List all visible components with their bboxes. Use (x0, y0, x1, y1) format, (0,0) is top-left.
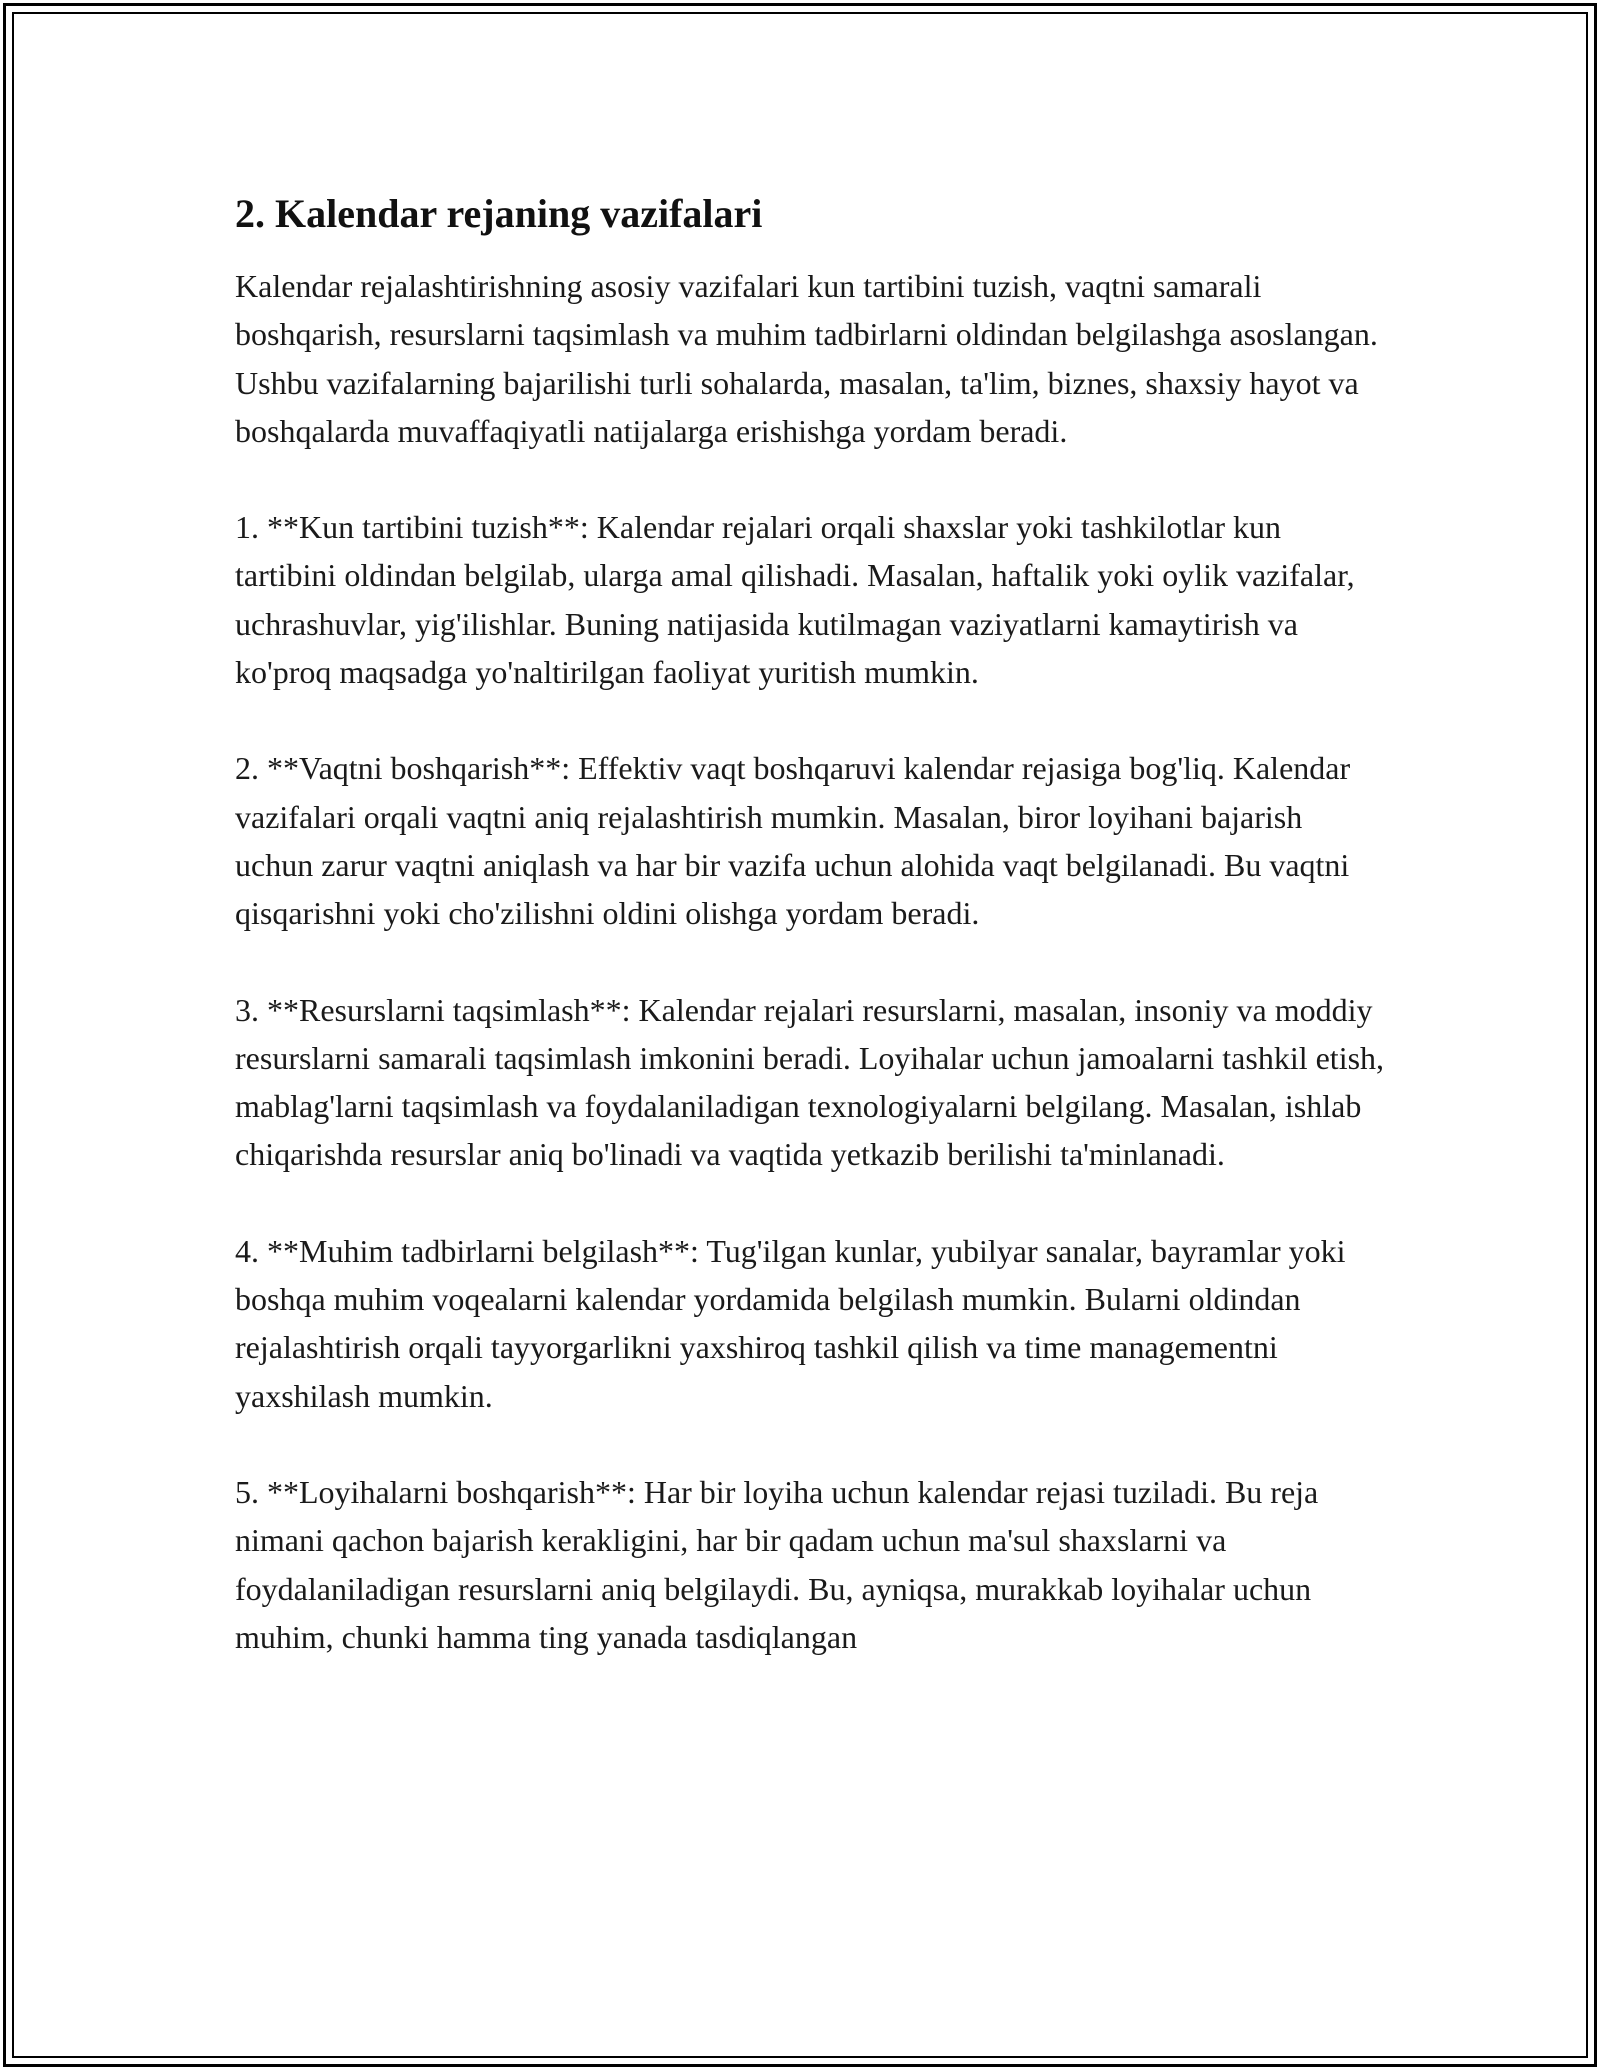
section-heading: 2. Kalendar rejaning vazifalari (235, 191, 763, 236)
document-body (235, 188, 1385, 1709)
intro-paragraph: Kalendar rejalashtirishning asosiy vazifalari kun tartibini tuzish, vaqtni samarali boshqarish, resurslarni taqsimlash va muhim tadbirlarni oldindan belgilashga asoslangan. Ushbu vazifalarning bajarilishi turli sohalarda, masalan, ta'lim, biznes, shaxsiy hayot va boshqalarda muvaffaqiyatli natijalarga erishishga yordam beradi. (235, 268, 1378, 449)
paragraph-kun-tartibini-tuzish: 1. **Kun tartibini tuzish**: Kalendar rejalari orqali shaxslar yoki tashkilotlar kun tartibini oldindan belgilab, ularga amal qilishadi. Masalan, haftalik yoki oylik vazifalar, uchrashuvlar, yig'ilishlar. Buning natijasida kutilmagan vaziyatlarni kamaytirish va ko'proq maqsadga yo'naltirilgan faoliyat yuritish mumkin. (235, 509, 1355, 691)
paragraph-vaqtni-boshqarish: 2. **Vaqtni boshqarish**: Effektiv vaqt boshqaruvi kalendar rejasiga bog'liq. Kalendar vazifalari orqali vaqtni aniq rejalashtirish mumkin. Masalan, biror loyihani bajarish uchun zarur vaqtni aniqlash va har bir vazifa uchun alohida vaqt belgilanadi. Bu vaqtni qisqarishni yoki cho'zilishni oldini olishga yordam beradi. (235, 750, 1351, 932)
paragraph-resurslarni-taqsimlash: 3. **Resurslarni taqsimlash**: Kalendar rejalari resurslarni, masalan, insoniy va moddiy resurslarni samarali taqsimlash imkonini beradi. Loyihalar uchun jamoalarni tashkil etish, mablag'larni taqsimlash va foydalaniladigan texnologiyalarni belgilang. Masalan, ishlab chiqarishda resurslar aniq bo'linadi va vaqtida yetkazib berilishi ta'minlanadi. (235, 991, 1385, 1173)
paragraph-loyihalarni-boshqarish: 5. **Loyihalarni boshqarish**: Har bir loyiha uchun kalendar rejasi tuziladi. Bu reja nimani qachon bajarish kerakligini, har bir qadam uchun ma'sul shaxslarni va foydalaniladigan resurslarni aniq belgilaydi. Bu, ayniqsa, murakkab loyihalar uchun muhim, chunki hamma ting yanada tasdiqlangan (235, 1473, 1319, 1655)
paragraph-muhim-tadbirlarni-belgilash: 4. **Muhim tadbirlarni belgilash**: Tug'ilgan kunlar, yubilyar sanalar, bayramlar yoki boshqa muhim voqealarni kalendar yordamida belgilash mumkin. Bularni oldindan rejalashtirish orqali tayyorgarlikni yaxshiroq tashkil qilish va time managementni yaxshilash mumkin. (235, 1232, 1346, 1414)
